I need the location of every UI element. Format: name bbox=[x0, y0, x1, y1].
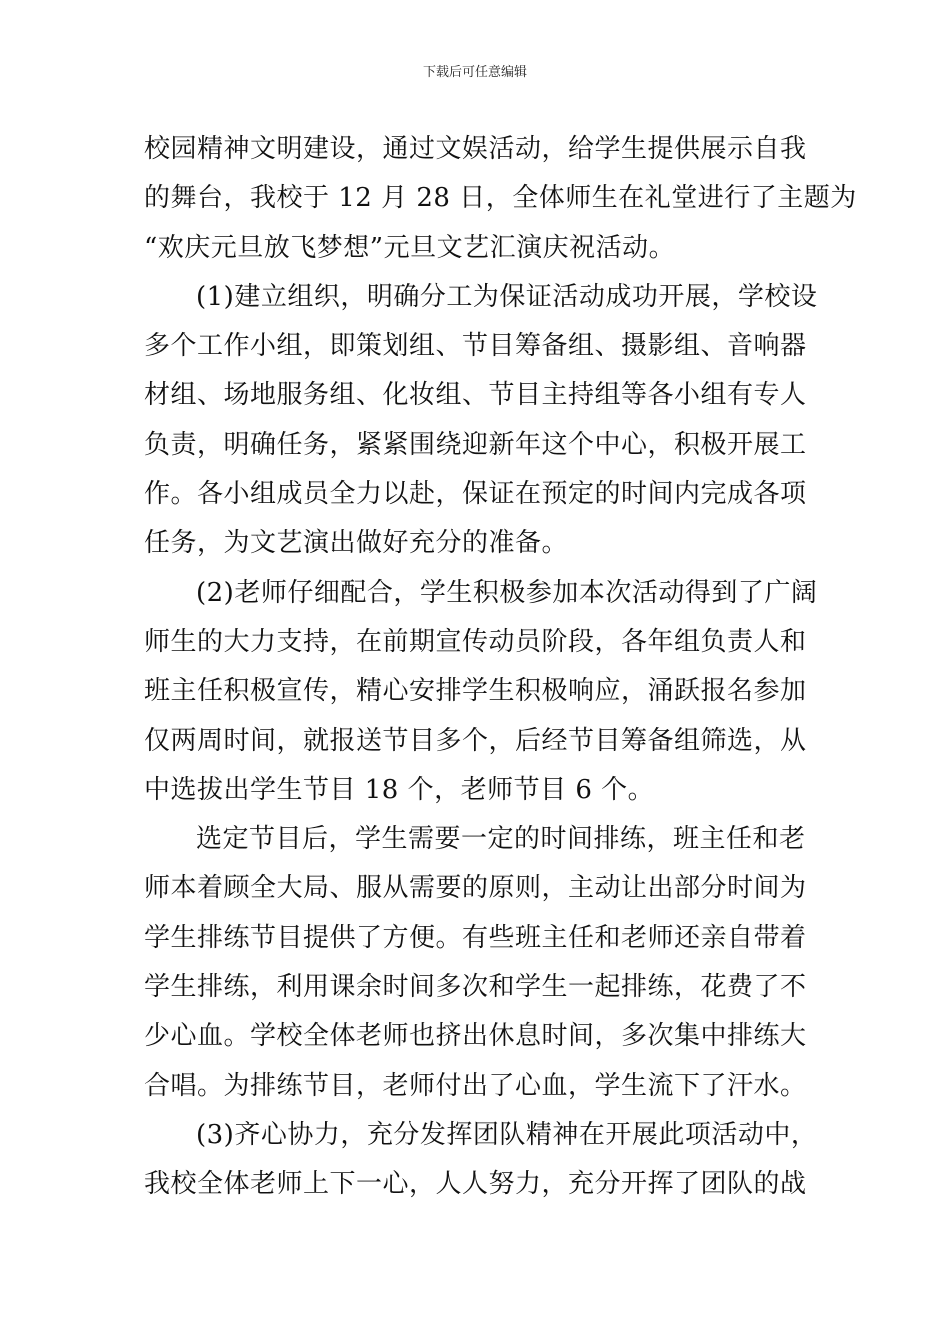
text-line: “欢庆元旦放飞梦想”元旦文艺汇演庆祝活动。 bbox=[144, 232, 676, 263]
text-line: 中选拔出学生节目 18 个，老师节目 6 个。 bbox=[144, 774, 655, 805]
paragraph-first-line: 选定节目后，学生需要一定的时间排练，班主任和老 bbox=[196, 824, 806, 855]
text-line: 多个工作小组，即策划组、节目筹备组、摄影组、音响器 bbox=[144, 331, 807, 362]
text-line: 的舞台，我校于 12 月 28 日，全体师生在礼堂进行了主题为 bbox=[144, 183, 857, 214]
text-line: 负责，明确任务，紧紧围绕迎新年这个中心，积极开展工 bbox=[144, 429, 807, 460]
text-line: 作。各小组成员全力以赴，保证在预定的时间内完成各项 bbox=[144, 479, 807, 510]
text-line: 合唱。为排练节目，老师付出了心血，学生流下了汗水。 bbox=[144, 1070, 807, 1101]
text-line: 班主任积极宣传，精心安排学生积极响应，涌跃报名参加 bbox=[144, 676, 807, 707]
paragraph-first-line: (1)建立组织，明确分工为保证活动成功开展，学校设 bbox=[196, 281, 818, 312]
paragraph-first-line: (3)齐心协力，充分发挥团队精神在开展此项活动中， bbox=[196, 1119, 818, 1150]
text-line: 少心血。学校全体老师也挤出休息时间，多次集中排练大 bbox=[144, 1021, 807, 1052]
text-line: 学生排练节目提供了方便。有些班主任和老师还亲自带着 bbox=[144, 922, 807, 953]
text-line: 任务，为文艺演出做好充分的准备。 bbox=[144, 528, 569, 559]
paragraph-first-line: (2)老师仔细配合，学生积极参加本次活动得到了广阔 bbox=[196, 577, 818, 608]
text-line: 仅两周时间，就报送节目多个，后经节目筹备组筛选，从 bbox=[144, 725, 807, 756]
text-line: 我校全体老师上下一心，人人努力，充分开挥了团队的战 bbox=[144, 1169, 807, 1200]
document-body bbox=[144, 125, 857, 1210]
text-line: 师生的大力支持，在前期宣传动员阶段，各年组负责人和 bbox=[144, 626, 807, 657]
text-line: 学生排练，利用课余时间多次和学生一起排练，花费了不 bbox=[144, 972, 807, 1003]
page-header: 下载后可任意编辑 bbox=[422, 65, 527, 80]
text-line: 师本着顾全大局、服从需要的原则，主动让出部分时间为 bbox=[144, 873, 807, 904]
text-line: 校园精神文明建设，通过文娱活动，给学生提供展示自我 bbox=[144, 134, 807, 164]
text-line: 材组、场地服务组、化妆组、节目主持组等各小组有专人 bbox=[144, 380, 807, 411]
